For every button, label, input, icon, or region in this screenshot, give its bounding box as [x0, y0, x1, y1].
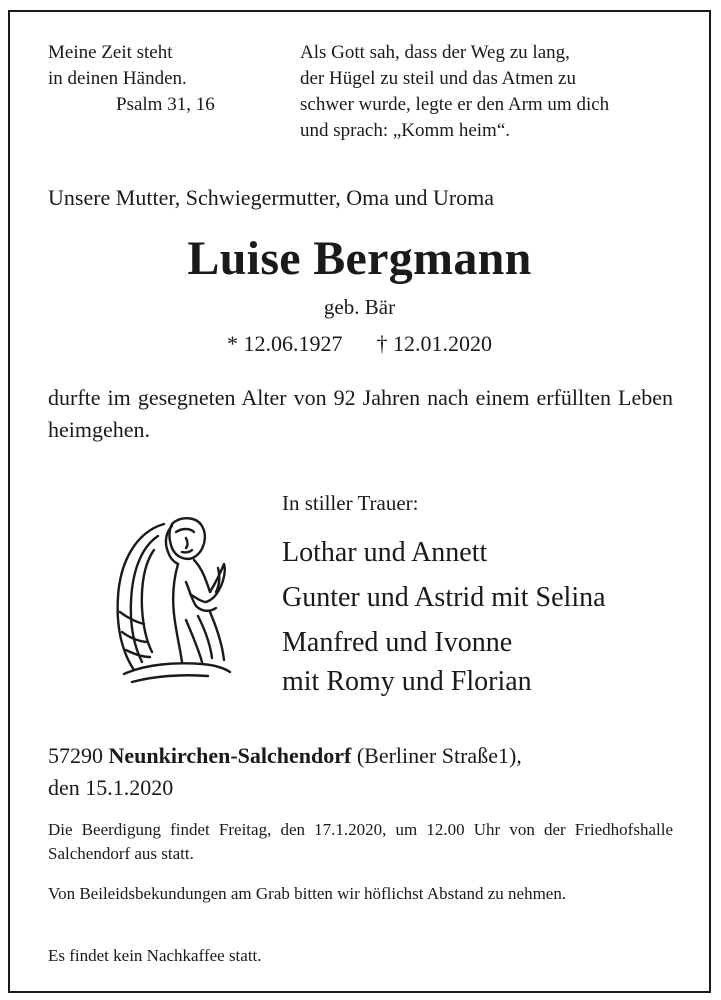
verse-left — [48, 40, 268, 118]
place-and-date — [48, 740, 698, 804]
address: (Berliner Straße1), — [356, 743, 522, 768]
verse-right-line: der Hügel zu steil und das Atmen zu — [300, 68, 576, 89]
praying-angel-icon — [106, 502, 236, 692]
life-dates — [10, 330, 709, 358]
condolence-note: Von Beileidsbekundungen am Grab bitten wir höflichst Abstand zu nehmen. — [48, 884, 567, 903]
birth-date: * 12.06.1927 — [227, 331, 343, 356]
notice-date: den 15.1.2020 — [48, 775, 174, 800]
death-date: † 12.01.2020 — [376, 331, 492, 356]
verse-right — [300, 40, 700, 144]
verse-right-line: und sprach: „Komm heim“. — [300, 120, 511, 141]
town: Neunkirchen-Salchendorf — [108, 743, 352, 768]
mourner-family: Manfred und Ivonne — [282, 627, 513, 658]
obituary-notice — [8, 10, 711, 993]
mourner-family: Lothar und Annett — [282, 537, 488, 568]
mourners-list — [282, 530, 702, 704]
deceased-name: Luise Bergmann — [187, 232, 532, 285]
verse-left-line: in deinen Händen. — [48, 68, 187, 89]
passage-text: durfte im gesegneten Alter von 92 Jahren nach einem erfüllten Leben heimgehen. — [48, 385, 673, 442]
postcode: 57290 — [48, 743, 103, 768]
mourner-family: Gunter und Astrid mit Selina — [282, 582, 606, 613]
verse-right-line: schwer wurde, legte er den Arm um dich — [300, 94, 610, 115]
coffee-note: Es findet kein Nachkaffee statt. — [48, 946, 262, 965]
mourner-family: mit Romy und Florian — [282, 666, 532, 697]
intro-text: Unsere Mutter, Schwiegermutter, Oma und Uroma — [48, 185, 495, 210]
verse-right-line: Als Gott sah, dass der Weg zu lang, — [300, 42, 570, 63]
birth-name: geb. Bär — [323, 295, 396, 319]
funeral-note: Die Beerdigung findet Freitag, den 17.1.2020, um 12.00 Uhr von der Friedhofshalle Salchendorf aus statt. — [48, 820, 673, 863]
verse-left-line: Meine Zeit steht — [48, 42, 173, 63]
mourning-label: In stiller Trauer: — [282, 491, 419, 515]
verse-reference: Psalm 31, 16 — [116, 94, 215, 115]
